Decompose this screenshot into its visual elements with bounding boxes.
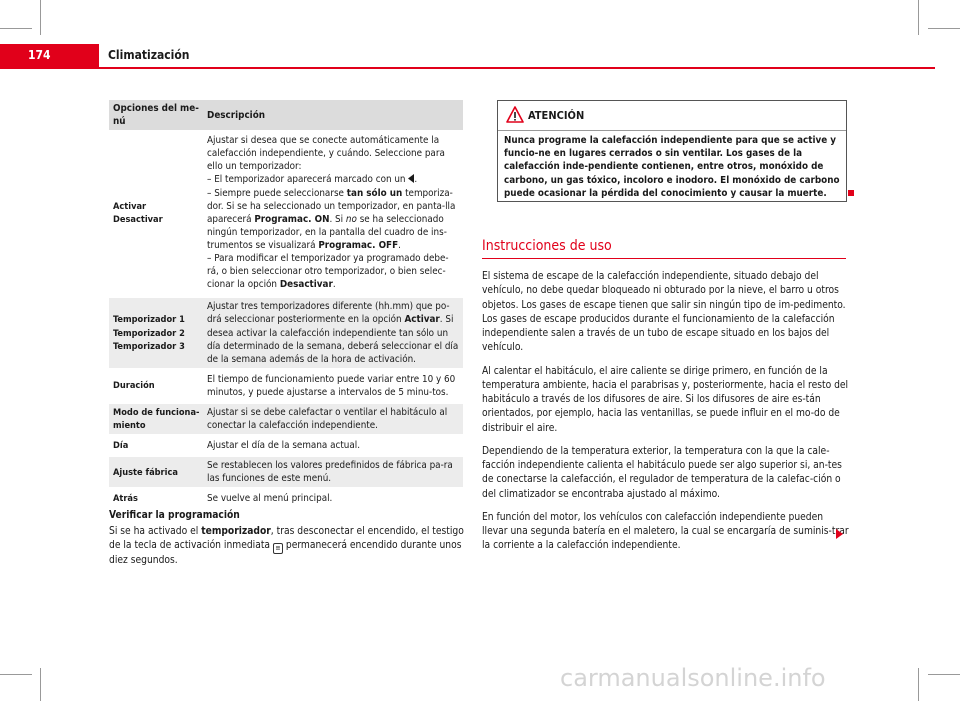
paragraph: Al calentar el habitáculo, el aire caliente se dirige primero, en función de la temperatura ambiente, hacia el parabrisas y, posteriormente, hacia el resto del habitáculo a través de los difusores de aire. Si los difusores de aire es-tán orientados, por ejemplo, hacia las ventanillas, se puede influir en el mo-do de distribuir el aire. [482, 365, 849, 434]
description-cell: El tiempo de funcionamiento puede variar entre 10 y 60 minutos, y puede ajustarse a intervalos de 5 minu-tos. [203, 369, 463, 402]
table-header-description: Descripción [203, 100, 463, 130]
crop-mark [918, 668, 919, 701]
crop-mark [0, 28, 32, 29]
table-row [109, 489, 463, 508]
option-cell: Ajuste fábrica [109, 456, 203, 489]
paragraph: En función del motor, los vehículos con calefacción independiente pueden llevar una segunda batería en el maletero, la cual se encargaría de suminis-trar la corriente a la calefacción independiente. [482, 511, 849, 552]
option-cell: Día [109, 436, 203, 456]
paragraph: El sistema de escape de la calefacción independiente, situado debajo del vehículo, no debe quedar bloqueado ni obturado por la nieve, el barro u otros objetos. Los gases de escape tienen que salir sin ningún tipo de im-pedimento. Los gases de escape producidos durante el funcionamiento de la calefacción independiente salen a través de un tubo de escape situado en los bajos del vehículo. [482, 271, 846, 354]
description-cell: Ajustar si se debe calefactar o ventilar el habitáculo al conectar la calefacción independiente. [203, 402, 463, 435]
option-cell: Modo de funciona-miento [109, 402, 203, 435]
page-number-tab [0, 44, 99, 69]
warning-title: ATENCIÓN [528, 109, 585, 122]
menu-options-table [109, 100, 463, 508]
arrow-marker-icon [408, 174, 414, 183]
paragraph: Dependiendo de la temperatura exterior, la temperatura con la que la cale-facción independiente calienta el habitáculo puede ser algo superior si, an-tes de conectarse la calefacción, el regulador de temperatura de la calefac-ción o del climatizador se encontraba ajustado al máximo. [482, 445, 842, 500]
crop-mark [918, 0, 919, 35]
warning-text: Nunca programe la calefacción independiente para que se active y funcio-ne en lugares cerrados o sin ventilar. Los gases de la calefacción inde-pendiente contienen, entre otros, monóxido de carbono, un gas tóxico, incoloro e inodoro. El monóxido de carbono puede ocasionar la pérdida del conocimiento y causar la muerte. [504, 135, 840, 199]
table-row [109, 456, 463, 489]
section-title: Instrucciones de uso [482, 238, 612, 254]
watermark: carmanualsonline.info [560, 664, 826, 692]
immediate-activation-key-icon: ≡ [273, 543, 283, 554]
table-row [109, 369, 463, 402]
header-rule [99, 67, 935, 69]
section-body [482, 270, 850, 563]
description-cell: Se restablecen los valores predefinidos de fábrica pa-ra las funciones de este menú. [203, 456, 463, 489]
option-cell: Temporizador 1 Temporizador 2 Temporizador 3 [109, 297, 203, 369]
table-row [109, 436, 463, 456]
table-row [109, 297, 463, 369]
option-cell: Activar Desactivar [109, 130, 203, 297]
table-row [109, 130, 463, 297]
chapter-title: Climatización [108, 48, 190, 62]
verify-text: Si se ha activado el temporizador, tras desconectar el encendido, el testigo de la tecla de activación inmediata ≡ permanecerá encendido durante unos diez segundos. [109, 526, 464, 567]
crop-mark [40, 668, 41, 701]
description-cell: Ajustar si desea que se conecte automáticamente la calefacción independiente, y cuándo. Seleccione para ello un temporizador: – El temporizador aparecerá marcado con un . – Siempre puede seleccionarse tan sólo un temporiza-dor. Si se ha seleccionado un temporizador, en panta-lla aparecerá Programac. ON. Si no se ha seleccionado ningún temporizador, en la pantalla del cuadro de ins-trumentos se visualizará Programac. OFF. – Para modificar el temporizador ya programado debe-rá, o bien seleccionar otro temporizador, o bien selec-cionar la opción Desactivar. [203, 130, 463, 297]
end-of-section-marker [848, 190, 854, 196]
verify-title: Verificar la programación [109, 510, 240, 521]
crop-mark [928, 28, 960, 29]
crop-mark [0, 674, 32, 675]
warning-box [497, 100, 847, 202]
page-number: 174 [28, 48, 51, 62]
option-cell: Atrás [109, 489, 203, 508]
section-rule [482, 258, 846, 259]
table-header-row [109, 100, 463, 130]
page-header [0, 44, 935, 69]
table-header-option: Opciones del me-nú [109, 100, 203, 130]
description-cell: Ajustar tres temporizadores diferente (hh.mm) que po-drá seleccionar posteriormente en la opción Activar. Si desea activar la calefacción independiente tan sólo un día determinado de la semana, deberá seleccionar el día de la semana además de la hora de activación. [203, 297, 463, 369]
crop-mark [928, 674, 960, 675]
continue-arrow-icon [836, 529, 843, 539]
description-cell: Ajustar el día de la semana actual. [203, 436, 463, 456]
table-row [109, 402, 463, 435]
crop-mark [40, 0, 41, 35]
description-cell: Se vuelve al menú principal. [203, 489, 463, 508]
option-cell: Duración [109, 369, 203, 402]
verify-programming-section [109, 509, 469, 569]
warning-triangle-icon [506, 106, 524, 123]
warning-header [498, 101, 846, 131]
